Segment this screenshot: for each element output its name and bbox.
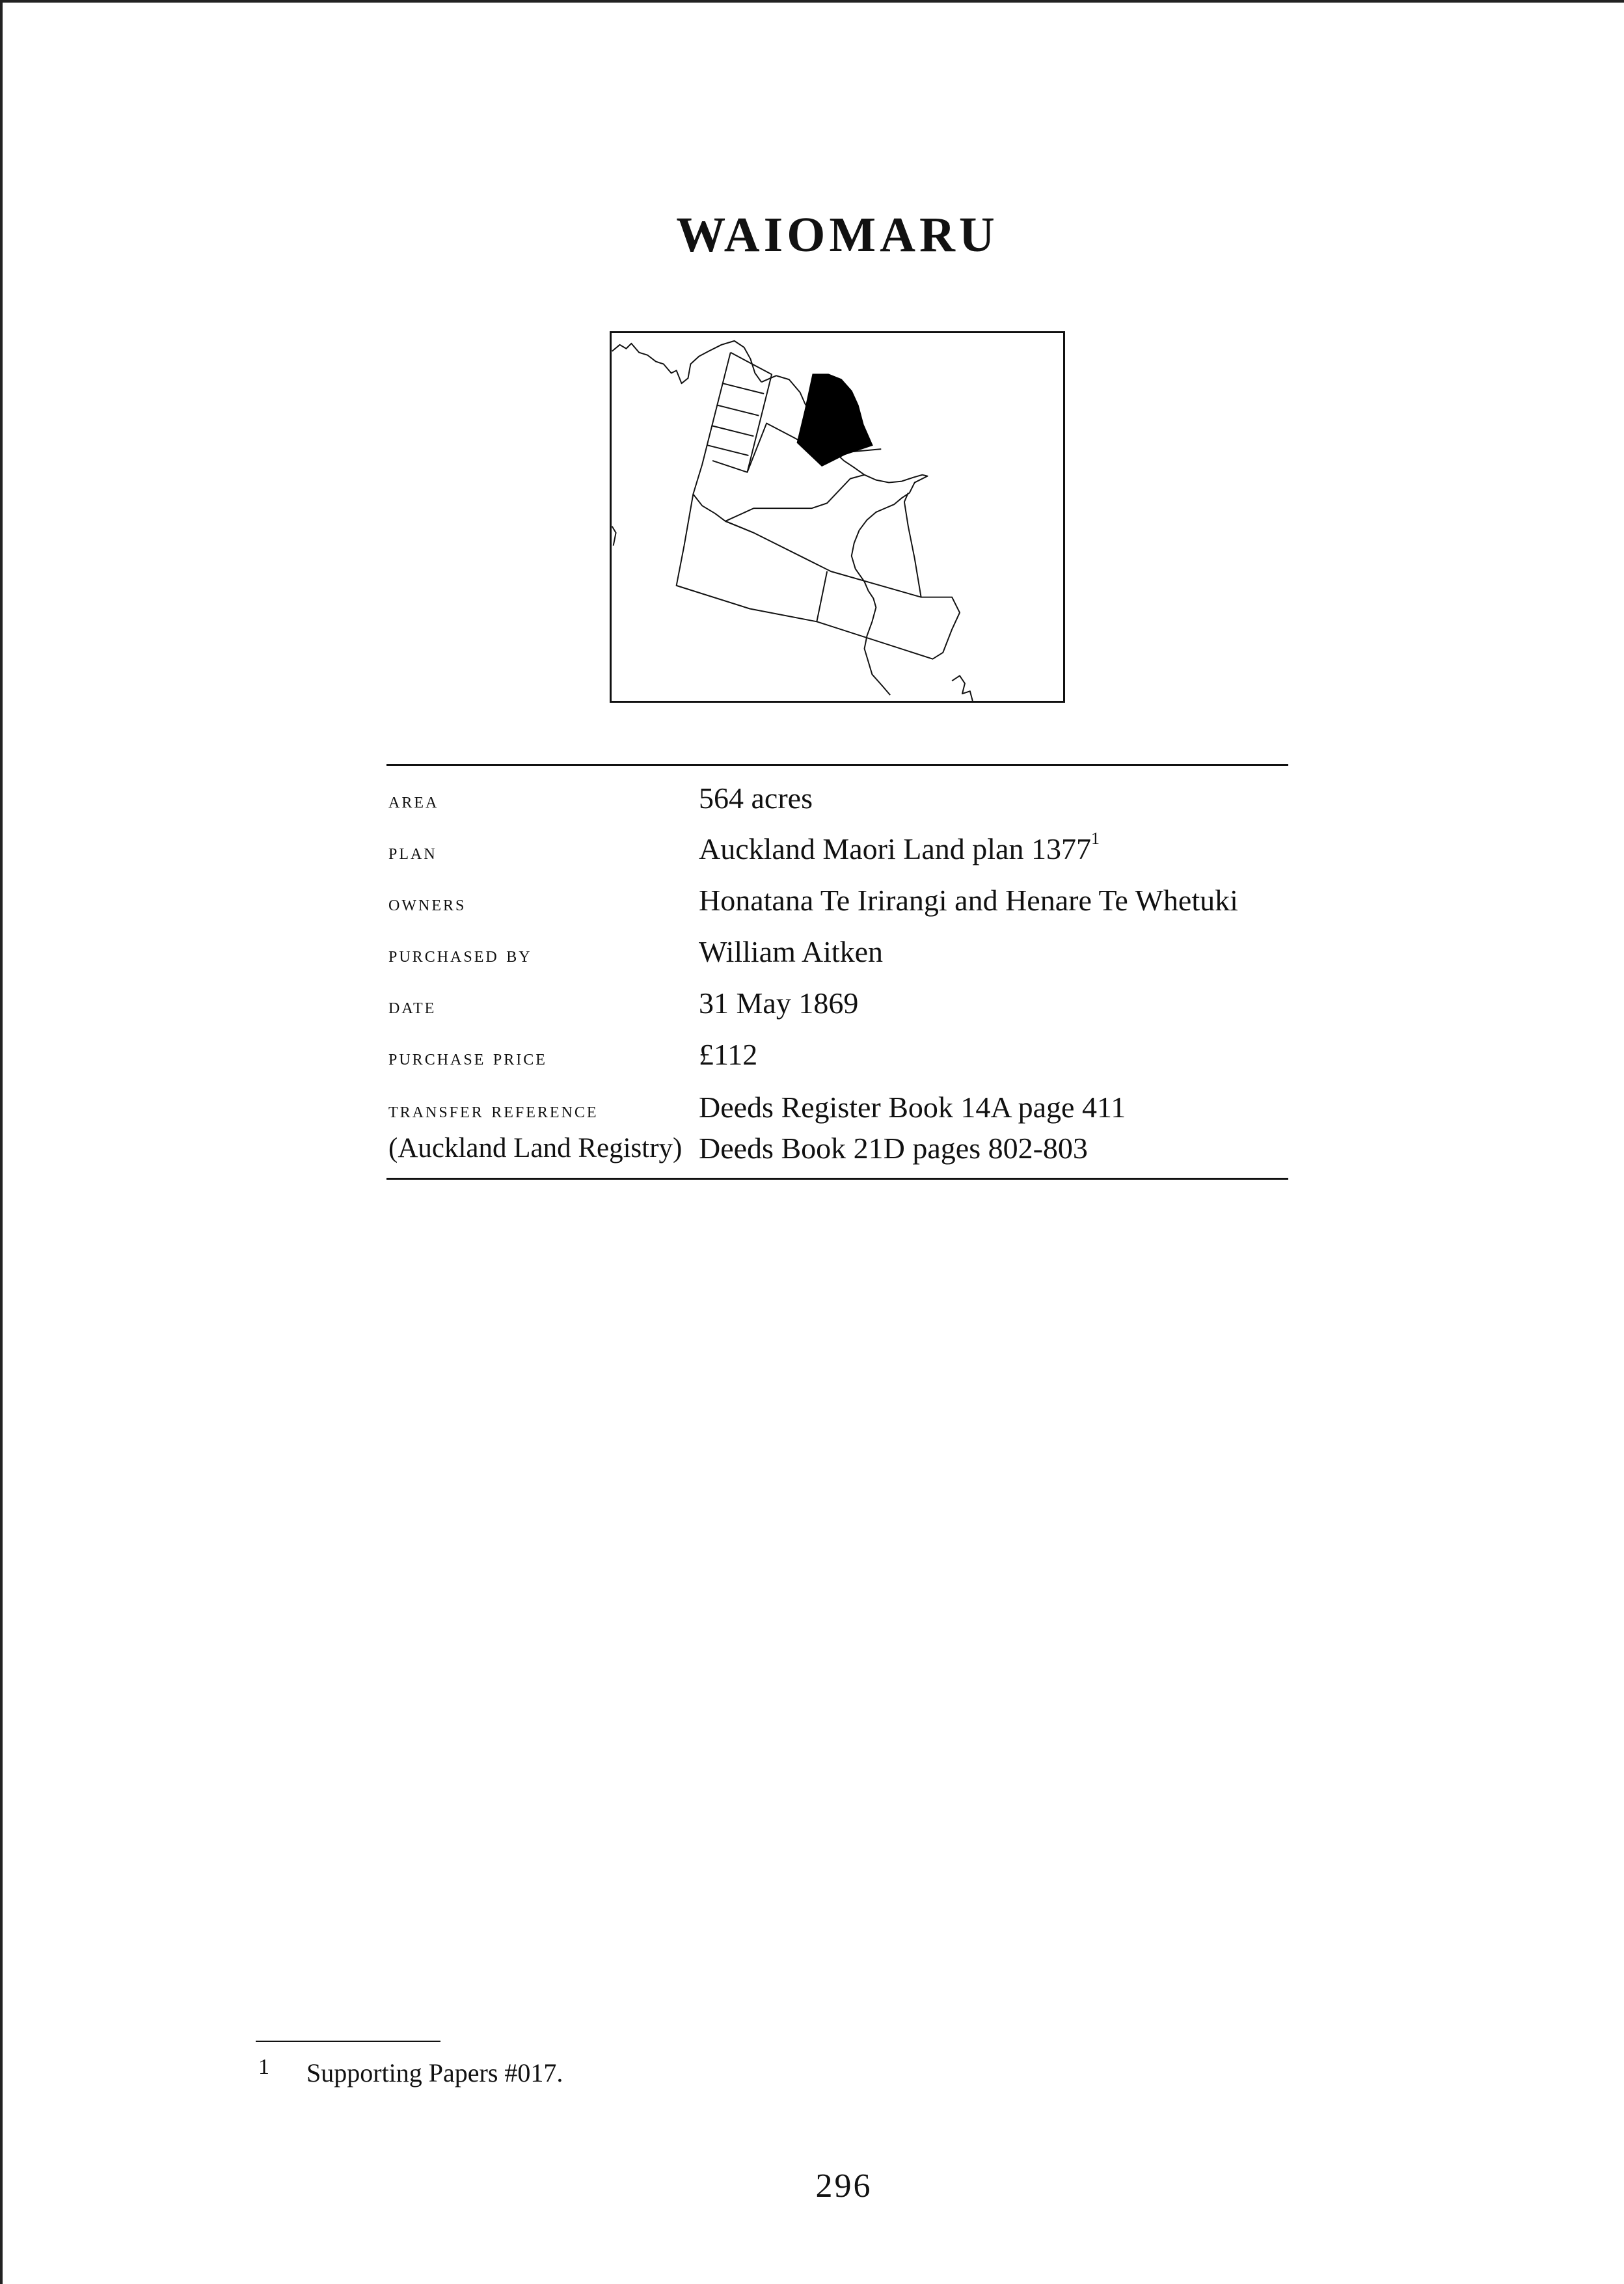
plan-value-line xyxy=(699,829,1100,866)
purchase-price-label: purchase price xyxy=(388,1046,547,1070)
boundary-strip-cross-1 xyxy=(723,383,764,394)
purchase-price-value: £112 xyxy=(699,1038,758,1071)
location-map xyxy=(610,331,1065,703)
boundary-strip-cross-2 xyxy=(718,405,759,416)
owners-value: Honatana Te Irirangi and Henare Te Whetuki xyxy=(699,884,1238,917)
boundary-strip-cross-4 xyxy=(707,445,748,455)
page-title: WAIOMARU xyxy=(676,208,999,262)
purchased-by-value: William Aitken xyxy=(699,935,884,968)
coastline-left xyxy=(612,526,616,546)
area-label: area xyxy=(388,789,439,813)
plan-footnote-ref: 1 xyxy=(1090,829,1100,848)
page-top-edge xyxy=(0,0,1624,3)
transfer-reference-value-1: Deeds Register Book 14A page 411 xyxy=(699,1091,1126,1124)
footnote-rule xyxy=(256,2041,440,2042)
area-value: 564 acres xyxy=(699,782,813,815)
table-top-rule xyxy=(386,764,1288,766)
date-value: 31 May 1869 xyxy=(699,986,859,1020)
waiomaru-parcel xyxy=(798,374,873,466)
transfer-reference-value-2: Deeds Book 21D pages 802-803 xyxy=(699,1132,1088,1165)
page-left-edge xyxy=(0,0,3,2284)
coastline-west xyxy=(612,341,762,383)
footnote-text: Supporting Papers #017. xyxy=(306,2058,563,2087)
boundary-south-mid xyxy=(817,571,827,621)
boundary-diag xyxy=(725,521,754,533)
plan-value: Auckland Maori Land plan 1377 xyxy=(699,832,1091,865)
boundary-strip-cross-3 xyxy=(712,426,753,436)
boundary-central xyxy=(693,465,864,521)
table-bottom-rule xyxy=(386,1178,1288,1180)
location-map-drawing xyxy=(612,333,1063,701)
owners-label: owners xyxy=(388,891,467,916)
transfer-reference-sublabel: (Auckland Land Registry) xyxy=(388,1133,683,1163)
boundary-east-inner xyxy=(904,493,921,597)
page-number: 296 xyxy=(815,2168,873,2205)
boundary-south-block xyxy=(677,521,960,659)
boundary-south-west xyxy=(684,494,694,545)
plan-label: plan xyxy=(388,840,437,864)
transfer-reference-label: transfer reference xyxy=(388,1098,599,1122)
footnote-number: 1 xyxy=(258,2055,269,2079)
purchased-by-label: purchased by xyxy=(388,943,532,967)
date-label: date xyxy=(388,994,437,1018)
coastline-south xyxy=(952,675,973,701)
